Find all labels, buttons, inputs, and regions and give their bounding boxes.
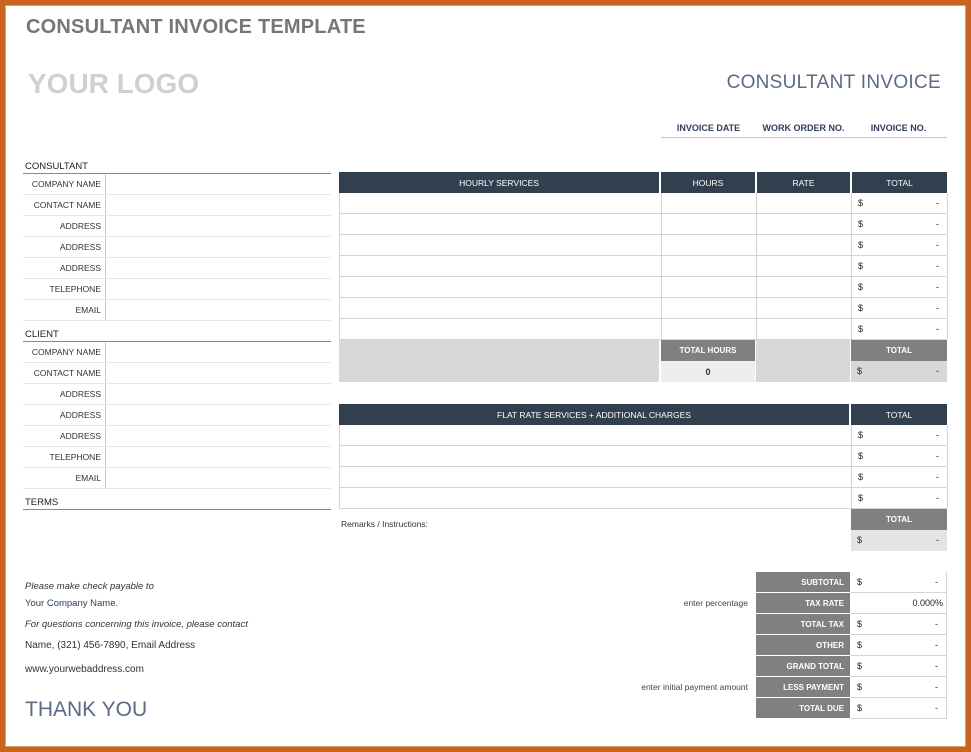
field-row-divider xyxy=(23,257,331,258)
hourly-row xyxy=(339,214,947,235)
hours-cell[interactable] xyxy=(662,298,757,318)
rate-cell[interactable] xyxy=(757,277,852,297)
flat-description-cell[interactable] xyxy=(340,488,852,508)
invoice-date-header: INVOICE DATE xyxy=(676,123,741,133)
terms-rule xyxy=(23,509,331,510)
row-total-value: - xyxy=(936,324,939,334)
row-total-value: - xyxy=(936,261,939,271)
field-row-divider xyxy=(23,425,331,426)
flat-row-total-cell xyxy=(852,425,948,445)
meta-divider xyxy=(661,137,947,138)
row-total-cell xyxy=(852,277,948,297)
hours-cell[interactable] xyxy=(662,319,757,339)
consultant-contact-label: CONTACT NAME xyxy=(33,200,101,210)
flat-row xyxy=(339,425,947,446)
row-total-cell xyxy=(852,235,948,255)
currency-symbol: $ xyxy=(858,324,864,334)
subtotal-value-cell xyxy=(851,572,947,593)
work-order-header: WORK ORDER NO. xyxy=(762,123,845,133)
hourly-total-label: TOTAL xyxy=(851,340,947,361)
total-tax-label: TOTAL TAX xyxy=(756,614,850,635)
field-row-divider xyxy=(23,215,331,216)
hourly-blank-cell xyxy=(339,340,660,361)
service-description-cell[interactable] xyxy=(340,214,662,234)
other-label: OTHER xyxy=(756,635,850,656)
questions-note: For questions concerning this invoice, please contact xyxy=(25,619,248,630)
currency-symbol: $ xyxy=(857,682,863,692)
tax-rate-value: 0.000% xyxy=(912,598,943,608)
flat-row-total-value: - xyxy=(936,472,939,482)
flat-row xyxy=(339,488,947,509)
rate-cell[interactable] xyxy=(757,256,852,276)
total-due-value-cell xyxy=(851,698,947,719)
rate-cell[interactable] xyxy=(757,193,852,213)
field-row-divider xyxy=(23,320,331,321)
flat-total-label: TOTAL xyxy=(851,509,947,530)
rate-cell[interactable] xyxy=(757,214,852,234)
total-hours-label: TOTAL HOURS xyxy=(661,340,755,361)
consultant-address-label: ADDRESS xyxy=(59,263,101,273)
currency-symbol: $ xyxy=(857,535,863,545)
service-description-cell[interactable] xyxy=(340,256,662,276)
flat-row-total-cell xyxy=(852,446,948,466)
client-section-title: CLIENT xyxy=(25,329,59,340)
flat-row-total-cell xyxy=(852,488,948,508)
page-title: CONSULTANT INVOICE TEMPLATE xyxy=(26,16,366,38)
hours-cell[interactable] xyxy=(662,277,757,297)
currency-symbol: $ xyxy=(858,472,864,482)
currency-symbol: $ xyxy=(858,261,864,271)
row-total-cell xyxy=(852,256,948,276)
client-contact-label: CONTACT NAME xyxy=(33,368,101,378)
row-total-cell xyxy=(852,298,948,318)
hourly-total-value: - xyxy=(936,366,939,376)
tax-rate-value-cell[interactable] xyxy=(851,593,947,614)
currency-symbol: $ xyxy=(857,661,863,671)
flat-row-total-cell xyxy=(852,467,948,487)
currency-symbol: $ xyxy=(858,219,864,229)
hourly-services-header: HOURLY SERVICES xyxy=(339,172,660,193)
hours-cell[interactable] xyxy=(662,256,757,276)
invoice-number-header: INVOICE NO. xyxy=(870,123,927,133)
field-row-divider xyxy=(23,446,331,447)
client-address-label: ADDRESS xyxy=(59,431,101,441)
invoice-sheet xyxy=(5,5,966,747)
currency-symbol: $ xyxy=(857,619,863,629)
less-payment-label: LESS PAYMENT xyxy=(756,677,850,698)
currency-symbol: $ xyxy=(858,493,864,503)
field-row-divider xyxy=(23,383,331,384)
hourly-row xyxy=(339,319,947,340)
field-row-divider xyxy=(23,467,331,468)
consultant-email-label: EMAIL xyxy=(75,305,101,315)
other-value: - xyxy=(935,640,938,650)
row-total-value: - xyxy=(936,282,939,292)
total-hours-value: 0 xyxy=(661,361,755,382)
flat-services-header: FLAT RATE SERVICES + ADDITIONAL CHARGES xyxy=(339,404,850,425)
hours-cell[interactable] xyxy=(662,214,757,234)
client-telephone-label: TELEPHONE xyxy=(49,452,101,462)
field-row-divider xyxy=(23,299,331,300)
tax-rate-hint: enter percentage xyxy=(683,598,748,608)
field-row-divider xyxy=(23,404,331,405)
client-address-label: ADDRESS xyxy=(59,410,101,420)
total-tax-value-cell xyxy=(851,614,947,635)
flat-description-cell[interactable] xyxy=(340,425,852,445)
hourly-header-row xyxy=(339,172,947,193)
company-name-text: Your Company Name. xyxy=(25,598,119,609)
currency-symbol: $ xyxy=(857,640,863,650)
remarks-label: Remarks / Instructions: xyxy=(341,519,428,529)
consultant-section-title: CONSULTANT xyxy=(25,161,88,172)
consultant-company-label: COMPANY NAME xyxy=(31,179,101,189)
row-total-value: - xyxy=(936,198,939,208)
rate-cell[interactable] xyxy=(757,235,852,255)
currency-symbol: $ xyxy=(857,577,863,587)
field-row-divider xyxy=(23,278,331,279)
hourly-row xyxy=(339,298,947,319)
flat-total-header: TOTAL xyxy=(851,404,947,425)
currency-symbol: $ xyxy=(857,703,863,713)
service-description-cell[interactable] xyxy=(340,298,662,318)
less-payment-hint: enter initial payment amount xyxy=(641,682,748,692)
flat-row-total-value: - xyxy=(936,430,939,440)
invoice-heading: CONSULTANT INVOICE xyxy=(726,72,941,93)
total-due-value: - xyxy=(935,703,938,713)
flat-row xyxy=(339,467,947,488)
field-row-divider xyxy=(23,194,331,195)
currency-symbol: $ xyxy=(858,451,864,461)
row-total-cell xyxy=(852,319,948,339)
flat-row xyxy=(339,446,947,467)
less-payment-value: - xyxy=(935,682,938,692)
rate-blank-cell xyxy=(756,340,850,361)
grand-total-value: - xyxy=(935,661,938,671)
hours-header: HOURS xyxy=(661,172,756,193)
service-description-cell[interactable] xyxy=(340,319,662,339)
currency-symbol: $ xyxy=(858,282,864,292)
other-value-cell[interactable] xyxy=(851,635,947,656)
less-payment-value-cell[interactable] xyxy=(851,677,947,698)
flat-row-total-value: - xyxy=(936,451,939,461)
flat-total-value: - xyxy=(936,535,939,545)
hours-cell[interactable] xyxy=(662,193,757,213)
total-due-label: TOTAL DUE xyxy=(756,698,850,719)
currency-symbol: $ xyxy=(857,366,863,376)
thank-you: THANK YOU xyxy=(25,698,148,721)
currency-symbol: $ xyxy=(858,198,864,208)
subtotal-value: - xyxy=(935,577,938,587)
client-email-label: EMAIL xyxy=(75,473,101,483)
row-total-value: - xyxy=(936,219,939,229)
hours-cell[interactable] xyxy=(662,235,757,255)
flat-description-cell[interactable] xyxy=(340,467,852,487)
flat-row-total-value: - xyxy=(936,493,939,503)
terms-section-title: TERMS xyxy=(25,497,59,508)
grand-total-label: GRAND TOTAL xyxy=(756,656,850,677)
hourly-total-value-cell xyxy=(851,361,947,382)
client-address-label: ADDRESS xyxy=(59,389,101,399)
row-total-cell xyxy=(852,214,948,234)
service-description-cell[interactable] xyxy=(340,277,662,297)
row-total-cell xyxy=(852,193,948,213)
rate-header: RATE xyxy=(757,172,851,193)
service-description-cell[interactable] xyxy=(340,235,662,255)
web-address: www.yourwebaddress.com xyxy=(25,664,144,675)
client-company-label: COMPANY NAME xyxy=(31,347,101,357)
client-rule xyxy=(23,341,331,342)
currency-symbol: $ xyxy=(858,303,864,313)
grand-total-value-cell xyxy=(851,656,947,677)
hourly-row xyxy=(339,256,947,277)
currency-symbol: $ xyxy=(858,240,864,250)
row-total-value: - xyxy=(936,240,939,250)
payable-note: Please make check payable to xyxy=(25,581,154,592)
consultant-telephone-label: TELEPHONE xyxy=(49,284,101,294)
consultant-address-label: ADDRESS xyxy=(59,221,101,231)
total-tax-value: - xyxy=(935,619,938,629)
logo-placeholder: YOUR LOGO xyxy=(28,68,200,99)
consultant-rule xyxy=(23,173,331,174)
rate-cell[interactable] xyxy=(757,319,852,339)
currency-symbol: $ xyxy=(858,430,864,440)
rate-cell[interactable] xyxy=(757,298,852,318)
hourly-row xyxy=(339,235,947,256)
hourly-total-header: TOTAL xyxy=(852,172,947,193)
hourly-row xyxy=(339,193,947,214)
service-description-cell[interactable] xyxy=(340,193,662,213)
rate-blank-cell xyxy=(756,361,850,382)
subtotal-label: SUBTOTAL xyxy=(756,572,850,593)
hourly-blank-cell xyxy=(339,361,660,382)
tax-rate-label: TAX RATE xyxy=(756,593,850,614)
flat-total-value-cell xyxy=(851,530,947,551)
contact-details: Name, (321) 456-7890, Email Address xyxy=(25,640,196,651)
field-row-divider xyxy=(23,362,331,363)
consultant-address-label: ADDRESS xyxy=(59,242,101,252)
field-row-divider xyxy=(23,236,331,237)
row-total-value: - xyxy=(936,303,939,313)
field-row-divider xyxy=(23,488,331,489)
hourly-row xyxy=(339,277,947,298)
flat-description-cell[interactable] xyxy=(340,446,852,466)
